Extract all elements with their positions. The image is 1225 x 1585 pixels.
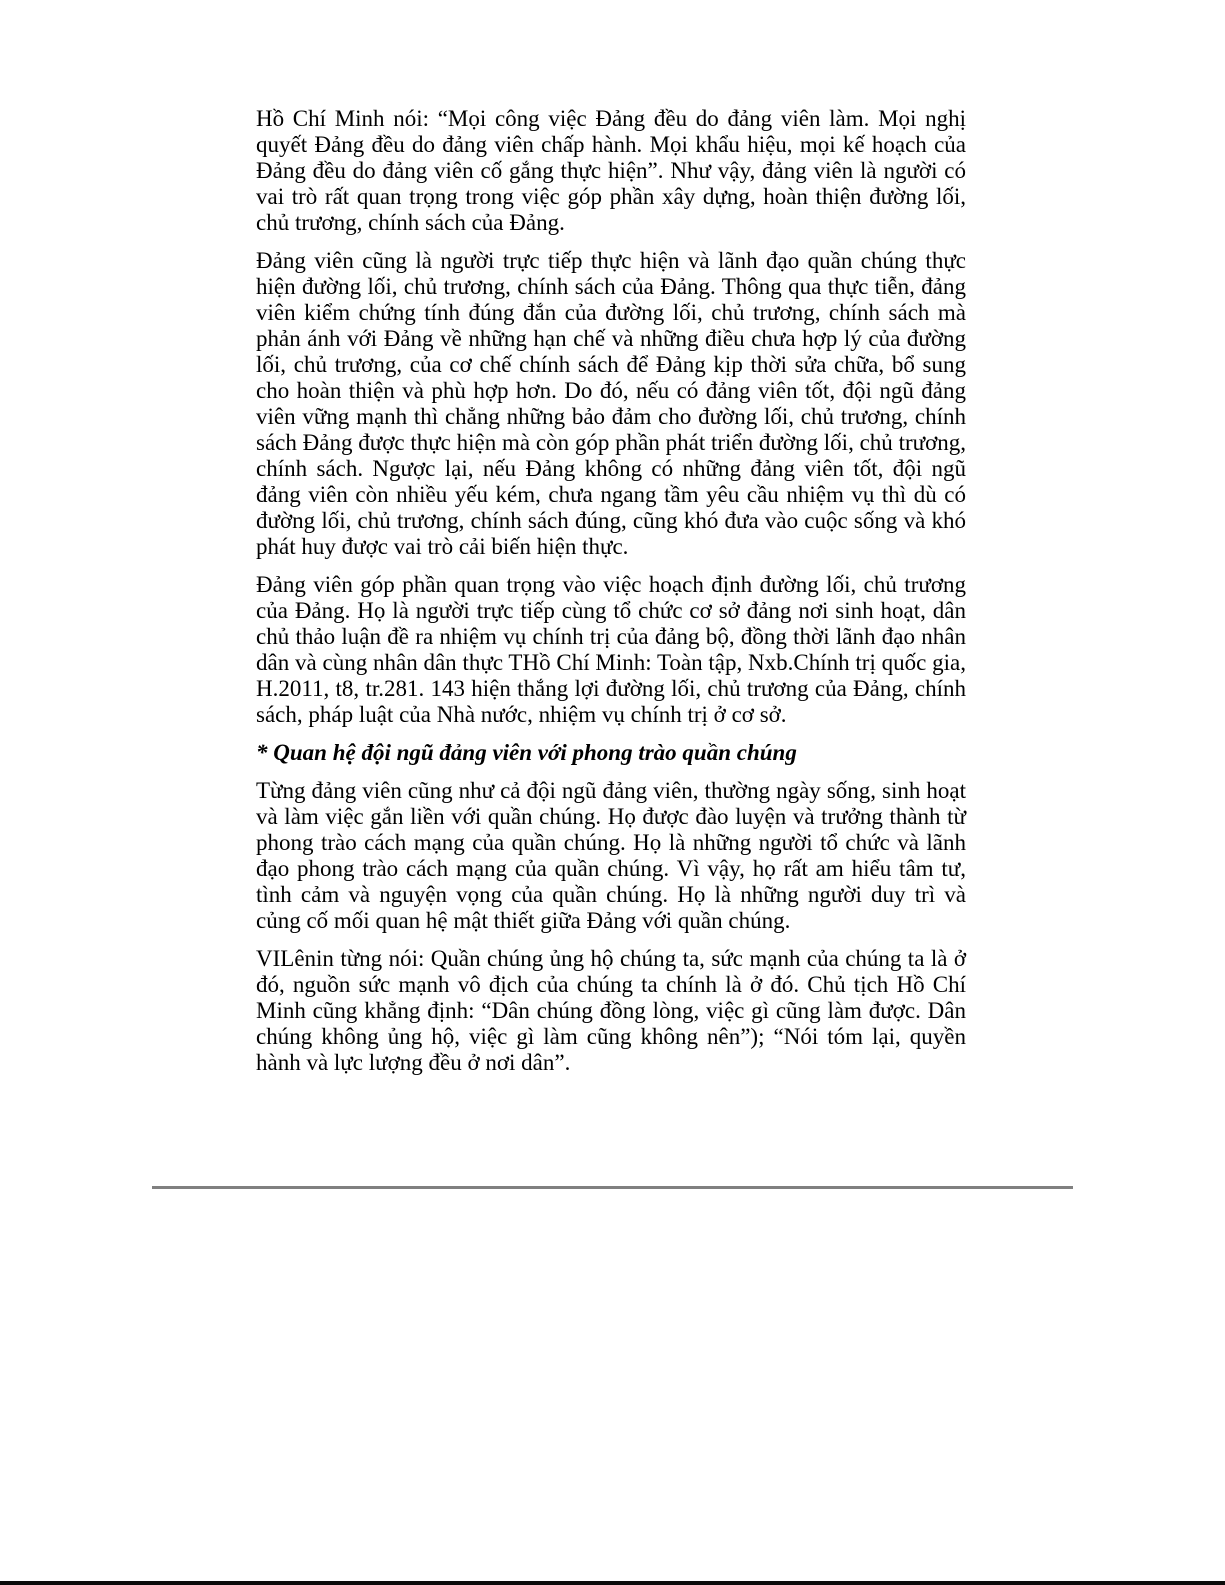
horizontal-divider	[152, 1186, 1073, 1189]
section-heading: * Quan hệ đội ngũ đảng viên với phong trào quần chúng	[256, 740, 797, 765]
page-bottom-border	[0, 1581, 1225, 1585]
paragraph: Hồ Chí Minh nói: “Mọi công việc Đảng đều do đảng viên làm. Mọi nghị quyết Đảng đều do đảng viên chấp hành. Mọi khẩu hiệu, mọi kế hoạch của Đảng đều do đảng viên cố gắng thực hiện”. Như vậy, đảng viên là người có vai trò rất quan trọng trong việc góp phần xây dựng, hoàn thiện đường lối, chủ trương, chính sách của Đảng.	[256, 106, 966, 235]
paragraph: Từng đảng viên cũng như cả đội ngũ đảng viên, thường ngày sống, sinh hoạt và làm việc gắn liền với quần chúng. Họ được đào luyện và trưởng thành từ phong trào cách mạng của quần chúng. Họ là những người tổ chức và lãnh đạo phong trào cách mạng của quần chúng. Vì vậy, họ rất am hiểu tâm tư, tình cảm và nguyện vọng của quần chúng. Họ là những người duy trì và củng cố mối quan hệ mật thiết giữa Đảng với quần chúng.	[256, 778, 966, 933]
paragraph: VILênin từng nói: Quần chúng ủng hộ chúng ta, sức mạnh của chúng ta là ở đó, nguồn sức mạnh vô địch của chúng ta chính là ở đó. Chủ tịch Hồ Chí Minh cũng khẳng định: “Dân chúng đồng lòng, việc gì cũng làm được. Dân chúng không ủng hộ, việc gì làm cũng không nên”); “Nói tóm lại, quyền hành và lực lượng đều ở nơi dân”.	[256, 946, 966, 1075]
paragraph: Đảng viên góp phần quan trọng vào việc hoạch định đường lối, chủ trương của Đảng. Họ là người trực tiếp cùng tổ chức cơ sở đảng nơi sinh hoạt, dân chủ thảo luận đề ra nhiệm vụ chính trị của đảng bộ, đồng thời lãnh đạo nhân dân và cùng nhân dân thực THồ Chí Minh: Toàn tập, Nxb.Chính trị quốc gia, H.2011, t8, tr.281. 143 hiện thắng lợi đường lối, chủ trương của Đảng, chính sách, pháp luật của Nhà nước, nhiệm vụ chính trị ở cơ sở.	[256, 572, 966, 727]
text-column	[256, 106, 966, 1088]
paragraph: Đảng viên cũng là người trực tiếp thực hiện và lãnh đạo quần chúng thực hiện đường lối, chủ trương, chính sách của Đảng. Thông qua thực tiễn, đảng viên kiểm chứng tính đúng đắn của đường lối, chủ trương, chính sách mà phản ánh với Đảng về những hạn chế và những điều chưa hợp lý của đường lối, chủ trương, của cơ chế chính sách để Đảng kịp thời sửa chữa, bổ sung cho hoàn thiện và phù hợp hơn. Do đó, nếu có đảng viên tốt, đội ngũ đảng viên vững mạnh thì chẳng những bảo đảm cho đường lối, chủ trương, chính sách Đảng được thực hiện mà còn góp phần phát triển đường lối, chủ trương, chính sách. Ngược lại, nếu Đảng không có những đảng viên tốt, đội ngũ đảng viên còn nhiều yếu kém, chưa ngang tầm yêu cầu nhiệm vụ thì dù có đường lối, chủ trương, chính sách đúng, cũng khó đưa vào cuộc sống và khó phát huy được vai trò cải biến hiện thực.	[256, 248, 966, 559]
